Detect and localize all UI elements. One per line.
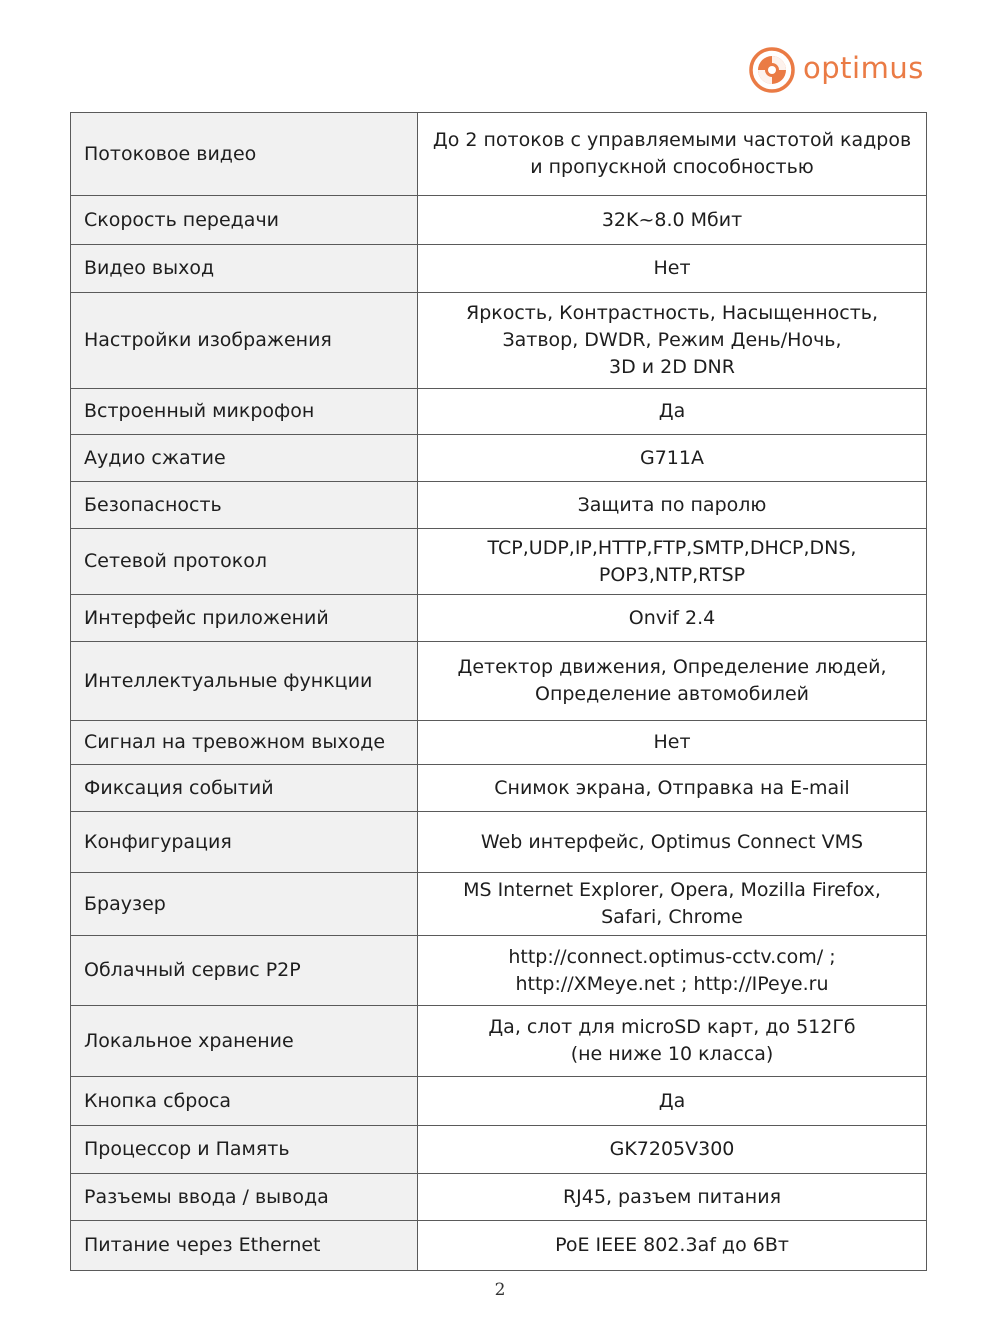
spec-value	[418, 1174, 927, 1221]
spec-value	[418, 529, 927, 595]
spec-row	[71, 196, 927, 245]
spec-row	[71, 245, 927, 293]
spec-value-line: Затвор, DWDR, Режим День/Ночь,	[502, 329, 842, 351]
spec-value-line: и пропускной способностью	[530, 156, 814, 178]
spec-value	[418, 765, 927, 812]
spec-value	[418, 113, 927, 196]
spec-value	[418, 936, 927, 1006]
spec-row	[71, 1126, 927, 1174]
spec-row	[71, 113, 927, 196]
spec-value-line: http://XMeye.net ; http://IPeye.ru	[515, 972, 829, 995]
spec-row	[71, 1077, 927, 1126]
spec-value	[418, 293, 927, 389]
spec-value	[418, 389, 927, 435]
spec-row	[71, 595, 927, 642]
spec-value-line: Да	[658, 400, 686, 422]
spec-param: Аудио сжатие	[71, 435, 418, 482]
spec-row	[71, 435, 927, 482]
spec-value-line: Защита по паролю	[577, 493, 767, 516]
spec-value	[418, 1221, 927, 1271]
spec-param: Интеллектуальные функции	[71, 642, 418, 721]
spec-value-line: Onvif 2.4	[628, 606, 716, 629]
spec-value-line: Да, слот для microSD карт, до 512Гб	[488, 1016, 856, 1038]
spec-value-line: Детектор движения, Определение людей,	[457, 656, 887, 678]
spec-param: Настройки изображения	[71, 293, 418, 389]
spec-param: Питание через Ethernet	[71, 1221, 418, 1271]
brand-logo	[749, 44, 924, 96]
spec-value-line: Определение автомобилей	[534, 683, 810, 705]
optimus-logo-icon	[749, 47, 795, 93]
spec-param: Облачный сервис P2P	[71, 936, 418, 1006]
spec-value-line: G711A	[640, 446, 704, 469]
spec-value	[418, 482, 927, 529]
spec-value-line: 3D и 2D DNR	[609, 356, 735, 378]
spec-row	[71, 765, 927, 812]
spec-row	[71, 721, 927, 765]
spec-value	[418, 1006, 927, 1077]
spec-row	[71, 873, 927, 936]
spec-value-line: Нет	[653, 731, 691, 753]
spec-param: Браузер	[71, 873, 418, 936]
spec-value-line: 32K~8.0 Мбит	[601, 208, 743, 231]
spec-param: Встроенный микрофон	[71, 389, 418, 435]
spec-value	[418, 873, 927, 936]
spec-param: Сетевой протокол	[71, 529, 418, 595]
spec-value	[418, 812, 927, 873]
spec-value-line: (не ниже 10 класса)	[570, 1043, 774, 1065]
spec-value	[418, 245, 927, 293]
spec-param: Потоковое видео	[71, 113, 418, 196]
spec-value-line: Да	[658, 1089, 686, 1112]
specifications-table	[70, 112, 927, 1271]
spec-param: Кнопка сброса	[71, 1077, 418, 1126]
spec-value-line: MS Internet Explorer, Opera, Mozilla Firefox,	[463, 879, 881, 901]
spec-value-line: Web интерфейс, Optimus Connect VMS	[480, 830, 864, 853]
spec-value	[418, 721, 927, 765]
spec-param: Конфигурация	[71, 812, 418, 873]
spec-param: Локальное хранение	[71, 1006, 418, 1077]
brand-name: optimus	[803, 50, 924, 85]
spec-value	[418, 1126, 927, 1174]
spec-value-line: GK7205V300	[609, 1138, 735, 1160]
spec-value-line: PoE IEEE 802.3af до 6Вт	[555, 1234, 789, 1256]
spec-param: Фиксация событий	[71, 765, 418, 812]
spec-value	[418, 1077, 927, 1126]
spec-value	[418, 435, 927, 482]
spec-value-line: Safari, Chrome	[601, 906, 743, 928]
spec-row	[71, 293, 927, 389]
spec-row	[71, 389, 927, 435]
spec-row	[71, 1221, 927, 1271]
spec-value	[418, 595, 927, 642]
spec-row	[71, 812, 927, 873]
spec-param: Сигнал на тревожном выходе	[71, 721, 418, 765]
spec-row	[71, 1174, 927, 1221]
page-number: 2	[494, 1280, 506, 1300]
spec-row	[71, 482, 927, 529]
spec-value	[418, 196, 927, 245]
spec-value-line: Яркость, Контрастность, Насыщенность,	[466, 302, 878, 324]
spec-value-line: Снимок экрана, Отправка на E-mail	[494, 776, 850, 799]
spec-row	[71, 1006, 927, 1077]
spec-value-line: TCP,UDP,IP,HTTP,FTP,SMTP,DHCP,DNS,	[487, 536, 857, 559]
spec-row	[71, 642, 927, 721]
spec-param: Разъемы ввода / вывода	[71, 1174, 418, 1221]
spec-value-line: POP3,NTP,RTSP	[598, 563, 746, 586]
spec-param: Безопасность	[71, 482, 418, 529]
spec-param: Скорость передачи	[71, 196, 418, 245]
spec-param: Процессор и Память	[71, 1126, 418, 1174]
spec-param: Видео выход	[71, 245, 418, 293]
spec-value	[418, 642, 927, 721]
spec-value-line: Нет	[653, 257, 691, 279]
spec-value-line: http://connect.optimus-cctv.com/ ;	[508, 945, 836, 968]
spec-param: Интерфейс приложений	[71, 595, 418, 642]
spec-value-line: RJ45, разъем питания	[562, 1185, 782, 1208]
spec-row	[71, 529, 927, 595]
spec-row	[71, 936, 927, 1006]
spec-value-line: До 2 потоков с управляемыми частотой кадров	[432, 129, 912, 151]
